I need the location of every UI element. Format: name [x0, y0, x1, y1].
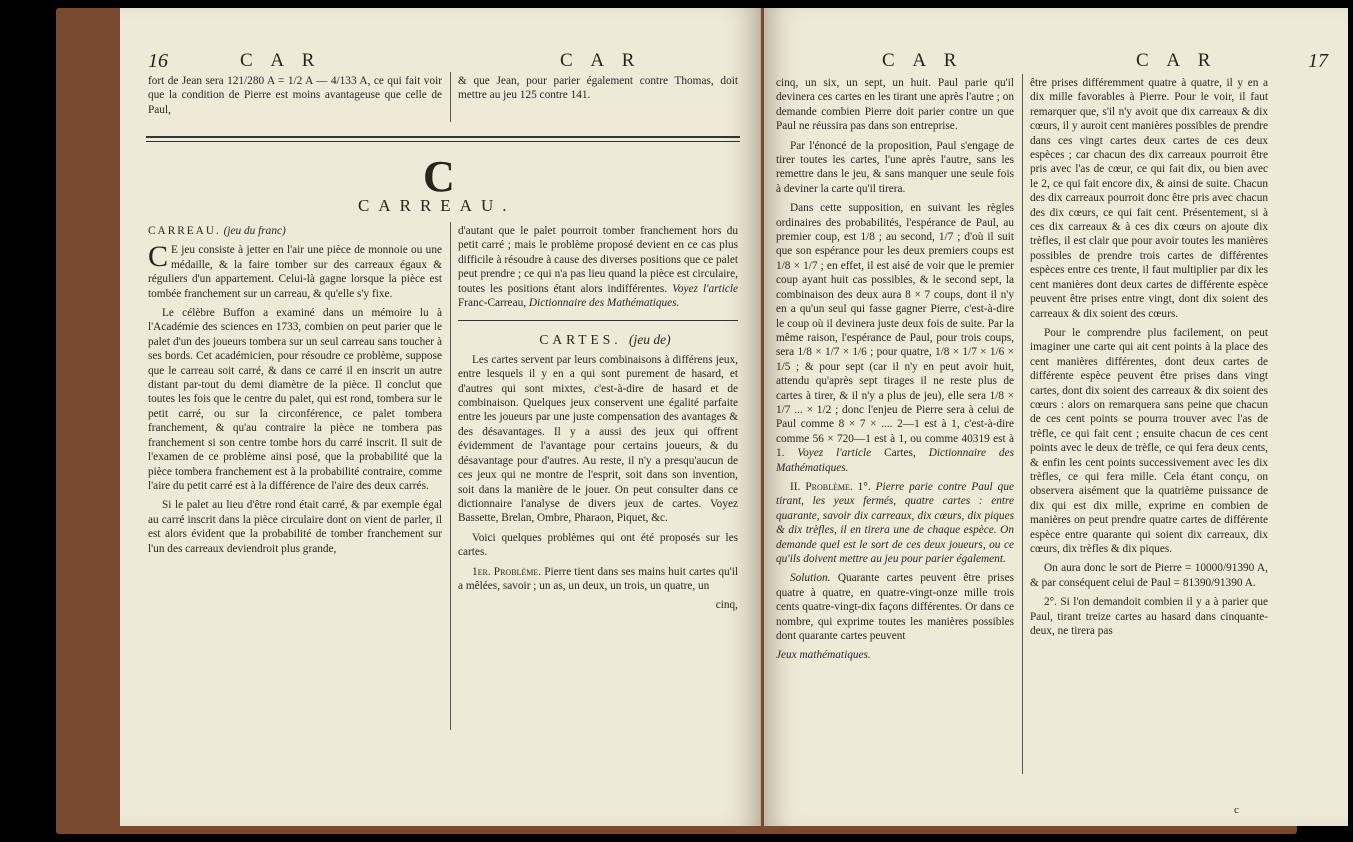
left-column-2	[458, 224, 738, 618]
section-rule	[146, 136, 740, 138]
entry-gloss: (jeu de)	[629, 332, 671, 348]
entry-title: CARTES.	[539, 332, 622, 348]
section-letter: C	[423, 152, 455, 201]
section-title: CARREAU.	[358, 196, 516, 215]
left-page	[120, 8, 761, 826]
paragraph-text: Dans cette supposition, en suivant les règles ordinaires des probabilités, l'espérance de Paul, au premier coup, est 1/8 ; au second, 1/7 ; d'où il suit que son espérance pour les deux premiers coups est 1/8 × 1/7 ; en effet, il est aisé de voir que le premier coup ayant huit cas possibles, & le second sept, la combinaison des deux aura 8 × 7 coups, dont il n'y en a qu'un seul qui fasse gagner Pierre, c'est-à-dire le coup où il devinera juste deux fois de suite. Par la même raison, l'espérance de Paul, pour trois coups, sera 1/8 × 1/7 × 1/6 ; pour quatre, 1/8 × 1/7 × 1/6 × 1/5 ; & pour sept (car il n'y en peut avoir huit, attendu qu'après sept tirages il ne reste plus de cartes à tirer, & il n'y a plus de jeu), elle sera 1/8 × 1/7 ... × 1/2 ; donc l'enjeu de Pierre sera à celui de Paul comme 8 × 7 × .... 2—1 est à 1, c'est-à-dire comme 56 × 720—1 est à 1, ou comme 40319 est à 1.	[776, 202, 1014, 460]
paragraph: On aura donc le sort de Pierre = 10000/91390 A, & par conséquent celui de Paul = 81390/91390 A.	[1030, 562, 1268, 589]
top-column-2	[458, 74, 738, 108]
page-number: 16	[148, 50, 168, 72]
dictionary-reference: Dictionnaire des Mathématiques.	[776, 447, 1014, 474]
paragraph-text: E jeu consiste à jetter en l'air une pièce de monnoie ou une médaille, & la faire tomber sur des carreaux égaux & réguliers d'un appartement. Celui-là gagne lorsque la pièce est tombée franchement sur un carreau, & qu'elle s'y fixe.	[148, 244, 442, 300]
paragraph: Pour le comprendre plus facilement, on peut imaginer une carte qui ait cent points à la place des cent manières différentes, dont deux cartes de différente espèce peuvent être prises dans vingt cartes, dont dix soient des carreaux & dix soient des cœurs : alors on remarquera sans peine que chacun de ces cent points se pourra trouver avec l'as de trèfle, ce qui fait cent ; ensuite chacun de ces cent points avec le deux de trèfle, ce qui fera deux cents, & enfin les cent points successivement avec les dix trèfles, ce qui fera mille. Cela étant conçu, on observera aisément que la quatrième puissance de dix qui est dix mille, exprime en combien de manières on peut prendre quatre cartes de différente espèce entre quarante qui soient dix carreaux, dix cœurs, dix trèfles & dix piques.	[1030, 326, 1268, 555]
paragraph: Le célèbre Buffon a examiné dans un mémoire lu à l'Académie des sciences en 1733, combien on peut parier que le palet d'un des joueurs tombera sur un seul carreau sans toucher à ses bords. Cet académicien, pour résoudre ce problème, suppose que le carreau soit carré, & dans ce carré il en inscrit un autre distant par-tout du demi diamètre de la pièce. Il conclut que toutes les fois que le centre du palet, qui est rond, tombera sur le petit carré, ou sur la circonférence, ce palet tombera franchement, & qu'au contraire la pièce ne tombera pas franchement si son centre tombe hors du carré inscrit. Il suit de l'examen de ce problème ainsi posé, que la probabilité que la pièce tombera franchement est à la probabilité contraire, comme l'aire du petit carré est à la différence de l'aire des deux carrés.	[148, 307, 442, 492]
top-column-1	[148, 74, 442, 122]
section-rule	[146, 141, 740, 142]
paragraph	[148, 240, 442, 301]
right-column-1	[776, 76, 1014, 668]
paragraph	[776, 201, 1014, 475]
cross-reference-lead: Voyez l'article	[672, 282, 739, 295]
paragraph	[458, 565, 738, 594]
page-number: 17	[1308, 50, 1328, 72]
running-head: C A R	[560, 50, 642, 71]
drop-cap: C	[148, 240, 169, 274]
dictionary-reference: Dictionnaire des Mathématiques.	[528, 297, 680, 310]
right-page	[764, 8, 1348, 826]
running-head: C A R	[1136, 50, 1218, 71]
paragraph: Voici quelques problèmes qui ont été proposés sur les cartes.	[458, 531, 738, 559]
column-rule	[450, 222, 451, 730]
left-column-1	[148, 224, 442, 561]
paragraph-text: Quarante cartes peuvent être prises quatre à quatre, en quatre-vingt-onze mille trois cents quatre-vingt-dix façons différentes. Or dans ce nombre, qui exprime toutes les manières possibles dont quarante cartes peuvent	[776, 572, 1014, 643]
signature-mark: c	[1234, 804, 1239, 816]
entry-heading	[148, 224, 442, 238]
column-rule	[1022, 74, 1023, 774]
running-head: C A R	[240, 50, 322, 71]
column-rule	[450, 72, 451, 122]
paragraph-text: d'autant que le palet pourroit tomber franchement hors du petit carré ; mais le problème proposé devient en ce cas plus difficile à résoudre à cause des diverses positions que ce palet peut prendre ; ce qui n'a pas lieu quand la pièce est circulaire, toutes les positions étant alors indifférentes.	[458, 225, 738, 295]
paragraph: cinq, un six, un sept, un huit. Paul parie qu'il devinera ces cartes en les tirant une après l'autre ; on demande combien Pierre doit parier contre un que Paul ne réussira pas dans son entreprise.	[776, 77, 1014, 133]
cross-reference-lead: Voyez l'article	[797, 447, 872, 460]
paragraph: être prises différemment quatre à quatre, il y en a dix mille favorables à Pierre. Pour le voir, il faut remarquer que, s'il n'y avoit que dix carreaux & dix cœurs, il y auroit cent manières possibles de prendre dans ces vingt cartes deux cartes de ces deux espèces ; car chacun des dix carreaux pourroit être pris avec l'as de cœur, ce qui fait dix, ou bien avec le 2, ce qui fait encore dix, & ainsi de suite. Chacun des dix carreaux pourroit donc être pris avec chacun des dix cœurs, ce qui fait cent. Présentement, si à ces dix carreaux & à ces dix cœurs on ajoute dix trèfles, il est clair que pour avoir toutes les manières possibles de prendre trois cartes de différentes espèces entre ces trente, il faut multiplier par dix les cent manières dont deux cartes de différente espèce peuvent être prises entre vingt, dont dix soient des carreaux & dix soient des cœurs.	[1030, 77, 1268, 320]
paragraph-end: Jeux mathématiques.	[776, 649, 871, 662]
paragraph: Par l'énoncé de la proposition, Paul s'engage de tirer toutes les cartes, l'une après l'autre, sans les remettre dans le jeu, & sans manquer une seule fois à deviner la carte qu'il tirera.	[776, 139, 1014, 195]
cross-reference: Franc-Carreau,	[458, 297, 527, 310]
running-head: C A R	[882, 50, 964, 71]
right-column-2	[1030, 76, 1268, 643]
paragraph: & que Jean, pour parier également contre Thomas, doit mettre au jeu 125 contre 141.	[458, 75, 738, 102]
paragraph: fort de Jean sera 121/280 A = 1/2 A — 4/133 A, ce qui fait voir que la condition de Pierre est moins avantageuse que celle de Paul,	[148, 75, 442, 116]
paragraph: 2°. Si l'on demandoit combien il y a à parier que Paul, tirant treize cartes au hasard dans cinquante-deux, ne tirera pas	[1030, 596, 1268, 638]
catchword: cinq,	[715, 599, 738, 612]
paragraph: Les cartes servent par leurs combinaisons à différens jeux, entre lesquels il y en a qui sont purement de hasard, et d'autres qui sont mixtes, c'est-à-dire de hasard et de combinaison. Quelques jeux conservent une égalité parfaite entre les joueurs par une juste compensation des avantages & des désavantages. Il y a aussi des jeux qui offrent évidemment de l'avantage pour certains joueurs, & du désavantage pour d'autres. Au reste, il n'y a presqu'aucun de ces jeux qui ne montre de l'esprit, soit dans son invention, soit dans la manière de le jouer. On peut consulter dans ce dictionnaire l'analyse de divers jeux de cartes. Voyez Bassette, Brelan, Ombre, Pharaon, Piquet, &c.	[458, 353, 738, 525]
problem-label: 1er. Problème.	[472, 565, 542, 578]
cross-reference: Cartes,	[884, 447, 916, 460]
paragraph: Si le palet au lieu d'être rond était carré, & par exemple égal au carré inscrit dans la pièce circulaire dont on vient de parler, il est alors évident que la probabilité de tomber franchement sur l'un des carreaux deviendroit plus grande,	[148, 499, 442, 555]
paragraph-text: Pierre tient dans ses mains huit cartes qu'il a mêlées, savoir ; un as, un deux, un trois, un quatre, un	[458, 565, 738, 592]
entry-title: CARREAU.	[148, 225, 221, 237]
paragraph	[776, 571, 1014, 643]
paragraph-text: Pierre parie contre Paul que tirant, les yeux fermés, quatre cartes : entre quarante, savoir dix carreaux, dix cœurs, dix piques & dix trèfles, il en tirera une de chaque espèce. On demande quel est le sort de ces deux joueurs, ou ce qu'ils doivent mettre au jeu pour parier également.	[776, 480, 1014, 565]
solution-label: Solution.	[790, 572, 831, 585]
problem-label: II. Problème. 1°.	[790, 480, 871, 493]
book-spread	[56, 8, 1328, 834]
entry-divider	[458, 320, 738, 321]
paragraph	[458, 224, 738, 310]
paragraph	[776, 480, 1014, 566]
entry-heading	[458, 333, 738, 347]
entry-gloss: (jeu du franc)	[223, 225, 286, 237]
